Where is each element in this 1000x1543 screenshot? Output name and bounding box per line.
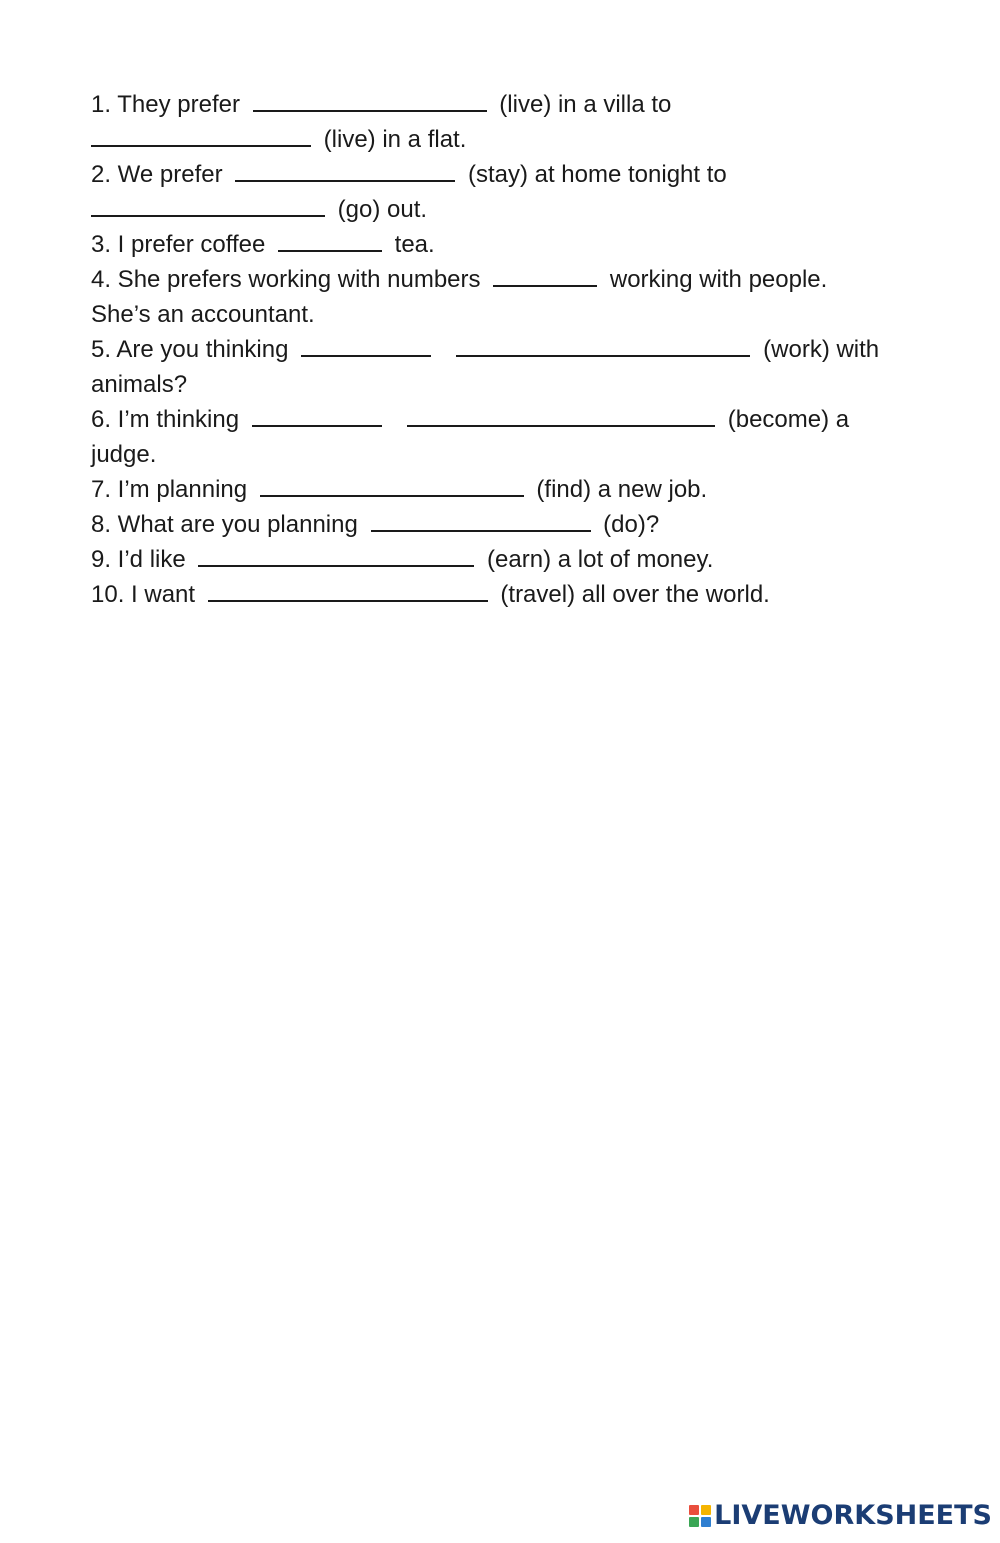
verb-blank[interactable] — [407, 403, 715, 427]
exercise-line-10 — [91, 577, 921, 612]
answer-blank[interactable] — [278, 228, 382, 252]
line-text: 10. I want — [91, 581, 202, 608]
line-text: 5. Are you thinking — [91, 336, 296, 363]
exercise-line-1 — [91, 87, 921, 122]
line-text: (find) a new job. — [529, 476, 708, 503]
exercise-line-5-cont — [91, 367, 921, 402]
answer-blank[interactable] — [493, 263, 597, 287]
exercise-line-6 — [91, 402, 921, 437]
answer-blank[interactable] — [91, 123, 311, 147]
exercise-line-6-cont — [91, 437, 921, 472]
line-text: 2. We prefer — [91, 161, 230, 188]
line-text — [437, 336, 450, 363]
logo-tile — [689, 1517, 699, 1527]
line-text: (stay) at home tonight to — [461, 161, 727, 188]
preposition-blank[interactable] — [252, 403, 382, 427]
line-text: animals? — [91, 371, 188, 398]
answer-blank[interactable] — [253, 88, 487, 112]
line-text: 7. I’m planning — [91, 476, 254, 503]
line-text: (go) out. — [331, 196, 428, 223]
line-text: 8. What are you planning — [91, 511, 365, 538]
line-text: 6. I’m thinking — [91, 406, 246, 433]
brand-name: LIVEWORKSHEETS — [714, 1500, 992, 1531]
exercise-line-3 — [91, 227, 921, 262]
answer-blank[interactable] — [198, 543, 474, 567]
line-text: 9. I’d like — [91, 546, 193, 573]
line-text: (do)? — [596, 511, 660, 538]
line-text: (travel) all over the world. — [493, 581, 770, 608]
logo-tile — [689, 1505, 699, 1515]
logo-tile — [701, 1517, 711, 1527]
answer-blank[interactable] — [91, 193, 325, 217]
worksheet — [91, 87, 921, 612]
exercise-line-9 — [91, 542, 921, 577]
line-text: (live) in a flat. — [317, 126, 467, 153]
line-text: (work) with — [756, 336, 880, 363]
answer-blank[interactable] — [235, 158, 455, 182]
verb-blank[interactable] — [456, 333, 750, 357]
line-text: She’s an accountant. — [91, 301, 315, 328]
preposition-blank[interactable] — [301, 333, 431, 357]
line-text: working with people. — [603, 266, 828, 293]
answer-blank[interactable] — [208, 578, 488, 602]
exercise-line-4 — [91, 262, 921, 297]
line-text: (become) a — [721, 406, 850, 433]
answer-blank[interactable] — [260, 473, 524, 497]
exercise-line-4-cont — [91, 297, 921, 332]
line-text: tea. — [388, 231, 435, 258]
line-text: (live) in a villa to — [492, 91, 672, 118]
line-text: 1. They prefer — [91, 91, 247, 118]
exercise-line-1-cont — [91, 122, 921, 157]
exercise-line-5 — [91, 332, 921, 367]
line-text: (earn) a lot of money. — [480, 546, 714, 573]
line-text — [388, 406, 401, 433]
line-text: 3. I prefer coffee — [91, 231, 272, 258]
line-text: 4. She prefers working with numbers — [91, 266, 488, 293]
liveworksheets-brand[interactable] — [689, 1500, 992, 1531]
liveworksheets-logo-icon — [689, 1505, 711, 1527]
exercise-line-2 — [91, 157, 921, 192]
answer-blank[interactable] — [371, 508, 591, 532]
exercise-line-2-cont — [91, 192, 921, 227]
exercise-line-8 — [91, 507, 921, 542]
exercise-line-7 — [91, 472, 921, 507]
logo-tile — [701, 1505, 711, 1515]
line-text: judge. — [91, 441, 157, 468]
